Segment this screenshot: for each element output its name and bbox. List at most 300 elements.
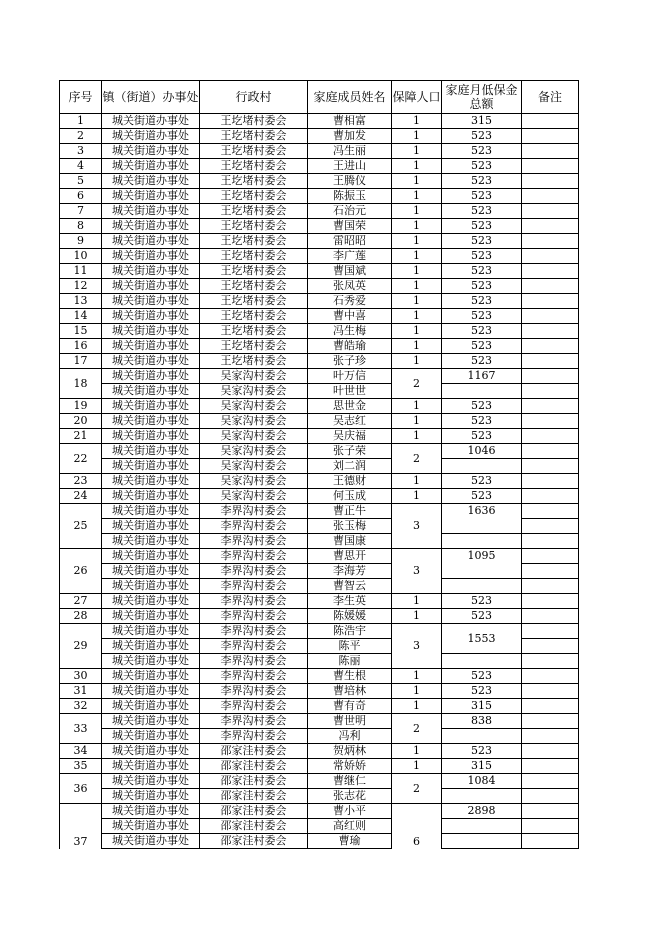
row-serial: 15 — [60, 324, 102, 339]
row-village: 李界沟村委会 — [200, 504, 308, 519]
row-village: 李界沟村委会 — [200, 609, 308, 624]
row-town: 城关街道办事处 — [102, 594, 200, 609]
row-covered-count: 1 — [392, 264, 442, 279]
table-row — [60, 159, 579, 174]
table-row — [60, 789, 579, 804]
table-row — [60, 264, 579, 279]
row-serial: 7 — [60, 204, 102, 219]
row-covered-count: 1 — [392, 699, 442, 714]
row-village: 王圪堵村委会 — [200, 174, 308, 189]
table-row — [60, 204, 579, 219]
row-town: 城关街道办事处 — [102, 714, 200, 729]
row-covered-count: 1 — [392, 354, 442, 369]
row-monthly-total: 838 — [442, 714, 522, 729]
row-member-name: 冯利 — [308, 729, 392, 744]
row-member-name: 冯生梅 — [308, 324, 392, 339]
row-town: 城关街道办事处 — [102, 159, 200, 174]
row-monthly-total: 523 — [442, 414, 522, 429]
row-serial: 13 — [60, 294, 102, 309]
row-village: 王圪堵村委会 — [200, 159, 308, 174]
row-remark — [522, 399, 579, 414]
row-covered-count: 1 — [392, 159, 442, 174]
table-row — [60, 144, 579, 159]
row-member-name: 曹培林 — [308, 684, 392, 699]
row-town: 城关街道办事处 — [102, 804, 200, 819]
row-covered-count: 1 — [392, 684, 442, 699]
row-member-name: 曹瑜 — [308, 834, 392, 849]
table-row — [60, 489, 579, 504]
row-town: 城关街道办事处 — [102, 789, 200, 804]
row-town: 城关街道办事处 — [102, 309, 200, 324]
row-village: 李界沟村委会 — [200, 639, 308, 654]
row-serial: 6 — [60, 189, 102, 204]
row-member-name: 吴庆福 — [308, 429, 392, 444]
row-town: 城关街道办事处 — [102, 204, 200, 219]
row-member-name: 张玉梅 — [308, 519, 392, 534]
row-town: 城关街道办事处 — [102, 654, 200, 669]
table-row — [60, 249, 579, 264]
row-member-name: 曹智云 — [308, 579, 392, 594]
row-monthly-total-empty — [442, 789, 522, 804]
row-member-name: 曹世明 — [308, 714, 392, 729]
row-member-name: 陈平 — [308, 639, 392, 654]
row-remark — [522, 309, 579, 324]
row-member-name: 高红则 — [308, 819, 392, 834]
row-member-name: 曹继仁 — [308, 774, 392, 789]
row-monthly-total: 523 — [442, 429, 522, 444]
row-town: 城关街道办事处 — [102, 444, 200, 459]
row-village: 李界沟村委会 — [200, 669, 308, 684]
row-village: 李界沟村委会 — [200, 624, 308, 639]
row-serial: 24 — [60, 489, 102, 504]
row-village: 吴家沟村委会 — [200, 414, 308, 429]
row-village: 邵家洼村委会 — [200, 774, 308, 789]
row-covered-count: 1 — [392, 339, 442, 354]
table-row — [60, 834, 579, 849]
row-monthly-total: 523 — [442, 129, 522, 144]
table-row — [60, 354, 579, 369]
table-row — [60, 534, 579, 549]
table-row — [60, 234, 579, 249]
table-row — [60, 429, 579, 444]
row-village: 李界沟村委会 — [200, 534, 308, 549]
row-member-name: 张子珍 — [308, 354, 392, 369]
row-covered-count: 2 — [392, 714, 442, 744]
table-row — [60, 744, 579, 759]
row-village: 吴家沟村委会 — [200, 384, 308, 399]
row-serial: 9 — [60, 234, 102, 249]
row-remark — [522, 264, 579, 279]
row-village: 李界沟村委会 — [200, 519, 308, 534]
row-village: 吴家沟村委会 — [200, 399, 308, 414]
row-covered-count: 1 — [392, 759, 442, 774]
row-member-name: 曹皓瑜 — [308, 339, 392, 354]
row-village: 王圪堵村委会 — [200, 249, 308, 264]
row-covered-count: 1 — [392, 399, 442, 414]
row-member-name: 石秀爱 — [308, 294, 392, 309]
row-member-name: 王腾仪 — [308, 174, 392, 189]
row-serial: 26 — [60, 549, 102, 594]
row-member-name: 曹国康 — [308, 534, 392, 549]
row-serial: 23 — [60, 474, 102, 489]
row-serial: 8 — [60, 219, 102, 234]
row-member-name: 张凤英 — [308, 279, 392, 294]
row-remark — [522, 609, 579, 624]
row-remark — [522, 669, 579, 684]
row-monthly-total: 1084 — [442, 774, 522, 789]
row-monthly-total-empty — [442, 579, 522, 594]
table-row — [60, 114, 579, 129]
row-covered-count: 1 — [392, 744, 442, 759]
row-remark — [522, 159, 579, 174]
table-row — [60, 339, 579, 354]
row-town: 城关街道办事处 — [102, 489, 200, 504]
row-town: 城关街道办事处 — [102, 564, 200, 579]
row-remark — [522, 639, 579, 654]
row-remark — [522, 234, 579, 249]
row-serial: 28 — [60, 609, 102, 624]
row-village: 李界沟村委会 — [200, 549, 308, 564]
row-remark — [522, 279, 579, 294]
table-row — [60, 774, 579, 789]
table-row — [60, 729, 579, 744]
row-serial: 11 — [60, 264, 102, 279]
row-member-name: 曹小平 — [308, 804, 392, 819]
table-row — [60, 189, 579, 204]
row-serial: 2 — [60, 129, 102, 144]
table-row — [60, 129, 579, 144]
row-serial: 4 — [60, 159, 102, 174]
table-row — [60, 384, 579, 399]
row-remark — [522, 654, 579, 669]
row-member-name: 李生英 — [308, 594, 392, 609]
row-remark — [522, 384, 579, 399]
row-remark — [522, 534, 579, 549]
row-monthly-total: 523 — [442, 399, 522, 414]
table-row — [60, 279, 579, 294]
row-covered-count: 3 — [392, 624, 442, 669]
row-member-name: 王进山 — [308, 159, 392, 174]
header-village: 行政村 — [200, 81, 308, 114]
row-covered-count: 1 — [392, 189, 442, 204]
row-town: 城关街道办事处 — [102, 729, 200, 744]
row-member-name: 王德财 — [308, 474, 392, 489]
row-covered-count: 1 — [392, 294, 442, 309]
row-monthly-total: 523 — [442, 474, 522, 489]
row-village: 李界沟村委会 — [200, 594, 308, 609]
row-village: 邵家洼村委会 — [200, 834, 308, 849]
row-member-name: 陈振玉 — [308, 189, 392, 204]
row-member-name: 曹生根 — [308, 669, 392, 684]
row-monthly-total: 523 — [442, 219, 522, 234]
row-member-name: 李海芳 — [308, 564, 392, 579]
row-town: 城关街道办事处 — [102, 429, 200, 444]
row-remark — [522, 564, 579, 579]
header-remark: 备注 — [522, 81, 579, 114]
row-serial: 5 — [60, 174, 102, 189]
row-town: 城关街道办事处 — [102, 219, 200, 234]
row-monthly-total-empty — [442, 819, 522, 834]
row-remark — [522, 459, 579, 474]
row-serial: 34 — [60, 744, 102, 759]
row-town: 城关街道办事处 — [102, 234, 200, 249]
row-monthly-total-empty — [442, 384, 522, 399]
table-row — [60, 219, 579, 234]
row-village: 吴家沟村委会 — [200, 429, 308, 444]
row-remark — [522, 354, 579, 369]
row-monthly-total: 1553 — [442, 624, 522, 654]
row-remark — [522, 579, 579, 594]
table-row — [60, 414, 579, 429]
row-monthly-total: 315 — [442, 114, 522, 129]
row-monthly-total: 523 — [442, 159, 522, 174]
row-town: 城关街道办事处 — [102, 189, 200, 204]
row-village: 王圪堵村委会 — [200, 324, 308, 339]
table-row — [60, 174, 579, 189]
row-covered-count: 1 — [392, 489, 442, 504]
row-monthly-total: 523 — [442, 294, 522, 309]
row-village: 李界沟村委会 — [200, 729, 308, 744]
row-village: 李界沟村委会 — [200, 579, 308, 594]
row-member-name: 张志花 — [308, 789, 392, 804]
row-member-name: 常娇娇 — [308, 759, 392, 774]
table-row — [60, 714, 579, 729]
table-row — [60, 759, 579, 774]
row-remark — [522, 324, 579, 339]
row-village: 李界沟村委会 — [200, 714, 308, 729]
row-village: 王圪堵村委会 — [200, 234, 308, 249]
table-row — [60, 459, 579, 474]
row-serial: 17 — [60, 354, 102, 369]
row-remark — [522, 699, 579, 714]
row-serial: 10 — [60, 249, 102, 264]
row-town: 城关街道办事处 — [102, 759, 200, 774]
row-serial: 27 — [60, 594, 102, 609]
row-village: 邵家洼村委会 — [200, 789, 308, 804]
row-town: 城关街道办事处 — [102, 399, 200, 414]
row-monthly-total: 523 — [442, 309, 522, 324]
table-row — [60, 399, 579, 414]
row-member-name: 曹正牛 — [308, 504, 392, 519]
row-monthly-total: 1636 — [442, 504, 522, 534]
row-covered-count: 1 — [392, 669, 442, 684]
row-village: 李界沟村委会 — [200, 684, 308, 699]
row-serial: 16 — [60, 339, 102, 354]
header-monthly-total: 家庭月低保金总额 — [442, 81, 522, 114]
row-monthly-total: 2898 — [442, 804, 522, 819]
row-monthly-total: 523 — [442, 684, 522, 699]
relief-roster-table — [59, 80, 579, 849]
table-row — [60, 474, 579, 489]
row-covered-count: 1 — [392, 279, 442, 294]
row-monthly-total: 315 — [442, 759, 522, 774]
table-row — [60, 819, 579, 834]
row-village: 王圪堵村委会 — [200, 219, 308, 234]
row-member-name: 何玉成 — [308, 489, 392, 504]
row-remark — [522, 684, 579, 699]
row-town: 城关街道办事处 — [102, 504, 200, 519]
row-remark — [522, 294, 579, 309]
row-serial: 18 — [60, 369, 102, 399]
row-monthly-total: 523 — [442, 354, 522, 369]
row-village: 李界沟村委会 — [200, 654, 308, 669]
header-row — [60, 81, 579, 114]
row-covered-count: 1 — [392, 324, 442, 339]
row-monthly-total-empty — [442, 834, 522, 849]
row-village: 王圪堵村委会 — [200, 339, 308, 354]
row-town: 城关街道办事处 — [102, 324, 200, 339]
row-covered-count: 1 — [392, 144, 442, 159]
row-village: 王圪堵村委会 — [200, 354, 308, 369]
table-row — [60, 699, 579, 714]
row-member-name: 吴志红 — [308, 414, 392, 429]
row-monthly-total: 523 — [442, 234, 522, 249]
row-serial: 22 — [60, 444, 102, 474]
row-remark — [522, 789, 579, 804]
row-covered-count: 1 — [392, 219, 442, 234]
row-remark — [522, 474, 579, 489]
row-serial: 14 — [60, 309, 102, 324]
row-member-name: 曹思开 — [308, 549, 392, 564]
row-village: 王圪堵村委会 — [200, 189, 308, 204]
row-monthly-total: 523 — [442, 609, 522, 624]
row-village: 李界沟村委会 — [200, 564, 308, 579]
row-town: 城关街道办事处 — [102, 264, 200, 279]
row-monthly-total: 523 — [442, 144, 522, 159]
row-remark — [522, 774, 579, 789]
row-member-name: 叶世世 — [308, 384, 392, 399]
row-serial: 3 — [60, 144, 102, 159]
row-remark — [522, 729, 579, 744]
row-monthly-total: 523 — [442, 669, 522, 684]
header-covered-count: 保障人口 — [392, 81, 442, 114]
row-town: 城关街道办事处 — [102, 744, 200, 759]
row-town: 城关街道办事处 — [102, 579, 200, 594]
row-town: 城关街道办事处 — [102, 834, 200, 849]
row-monthly-total: 523 — [442, 264, 522, 279]
row-serial: 36 — [60, 774, 102, 804]
row-town: 城关街道办事处 — [102, 414, 200, 429]
row-member-name: 雷昭昭 — [308, 234, 392, 249]
row-serial: 19 — [60, 399, 102, 414]
table-row — [60, 324, 579, 339]
row-village: 吴家沟村委会 — [200, 444, 308, 459]
table-row — [60, 804, 579, 819]
row-village: 王圪堵村委会 — [200, 144, 308, 159]
row-village: 邵家洼村委会 — [200, 759, 308, 774]
row-monthly-total: 1095 — [442, 549, 522, 579]
row-member-name: 石治元 — [308, 204, 392, 219]
row-town: 城关街道办事处 — [102, 549, 200, 564]
row-member-name: 曹国斌 — [308, 264, 392, 279]
table-row — [60, 294, 579, 309]
row-town: 城关街道办事处 — [102, 609, 200, 624]
row-town: 城关街道办事处 — [102, 474, 200, 489]
row-covered-count: 1 — [392, 234, 442, 249]
row-town: 城关街道办事处 — [102, 699, 200, 714]
row-town: 城关街道办事处 — [102, 129, 200, 144]
table-row — [60, 309, 579, 324]
table-row — [60, 624, 579, 639]
header-town: 镇（街道）办事处 — [102, 81, 200, 114]
row-monthly-total: 523 — [442, 744, 522, 759]
row-village: 王圪堵村委会 — [200, 264, 308, 279]
row-town: 城关街道办事处 — [102, 279, 200, 294]
row-monthly-total: 523 — [442, 339, 522, 354]
row-village: 邵家洼村委会 — [200, 819, 308, 834]
row-covered-count: 1 — [392, 174, 442, 189]
row-serial: 31 — [60, 684, 102, 699]
row-member-name: 贺炳林 — [308, 744, 392, 759]
row-remark — [522, 624, 579, 639]
row-serial: 1 — [60, 114, 102, 129]
row-covered-count: 2 — [392, 774, 442, 804]
row-town: 城关街道办事处 — [102, 669, 200, 684]
row-remark — [522, 429, 579, 444]
row-town: 城关街道办事处 — [102, 459, 200, 474]
header-member-name: 家庭成员姓名 — [308, 81, 392, 114]
row-covered-count: 1 — [392, 309, 442, 324]
table-row — [60, 684, 579, 699]
row-village: 吴家沟村委会 — [200, 459, 308, 474]
row-member-name: 陈浩宇 — [308, 624, 392, 639]
row-member-name: 李广莲 — [308, 249, 392, 264]
row-village: 王圪堵村委会 — [200, 129, 308, 144]
row-town: 城关街道办事处 — [102, 819, 200, 834]
row-serial: 30 — [60, 669, 102, 684]
row-monthly-total-empty — [442, 459, 522, 474]
row-remark — [522, 804, 579, 819]
row-monthly-total-empty — [442, 534, 522, 549]
row-covered-count: 1 — [392, 249, 442, 264]
row-monthly-total: 1046 — [442, 444, 522, 459]
row-remark — [522, 444, 579, 459]
row-member-name: 冯生丽 — [308, 144, 392, 159]
row-covered-count: 2 — [392, 444, 442, 474]
row-monthly-total: 523 — [442, 189, 522, 204]
row-remark — [522, 489, 579, 504]
row-monthly-total: 523 — [442, 489, 522, 504]
row-member-name: 思世金 — [308, 399, 392, 414]
row-member-name: 陈丽 — [308, 654, 392, 669]
row-remark — [522, 594, 579, 609]
row-town: 城关街道办事处 — [102, 639, 200, 654]
row-remark — [522, 759, 579, 774]
row-remark — [522, 249, 579, 264]
row-monthly-total: 1167 — [442, 369, 522, 384]
row-serial: 20 — [60, 414, 102, 429]
row-remark — [522, 714, 579, 729]
row-town: 城关街道办事处 — [102, 684, 200, 699]
row-remark — [522, 129, 579, 144]
row-remark — [522, 549, 579, 564]
row-village: 邵家洼村委会 — [200, 744, 308, 759]
row-monthly-total-empty — [442, 729, 522, 744]
row-town: 城关街道办事处 — [102, 174, 200, 189]
row-member-name: 刘二润 — [308, 459, 392, 474]
table-row — [60, 504, 579, 519]
row-serial: 21 — [60, 429, 102, 444]
row-member-name: 张子荣 — [308, 444, 392, 459]
row-town: 城关街道办事处 — [102, 249, 200, 264]
row-member-name: 曹国荣 — [308, 219, 392, 234]
row-member-name: 曹中喜 — [308, 309, 392, 324]
row-serial: 29 — [60, 624, 102, 669]
row-remark — [522, 189, 579, 204]
row-covered-count: 1 — [392, 414, 442, 429]
row-village: 吴家沟村委会 — [200, 369, 308, 384]
row-covered-count: 1 — [392, 609, 442, 624]
